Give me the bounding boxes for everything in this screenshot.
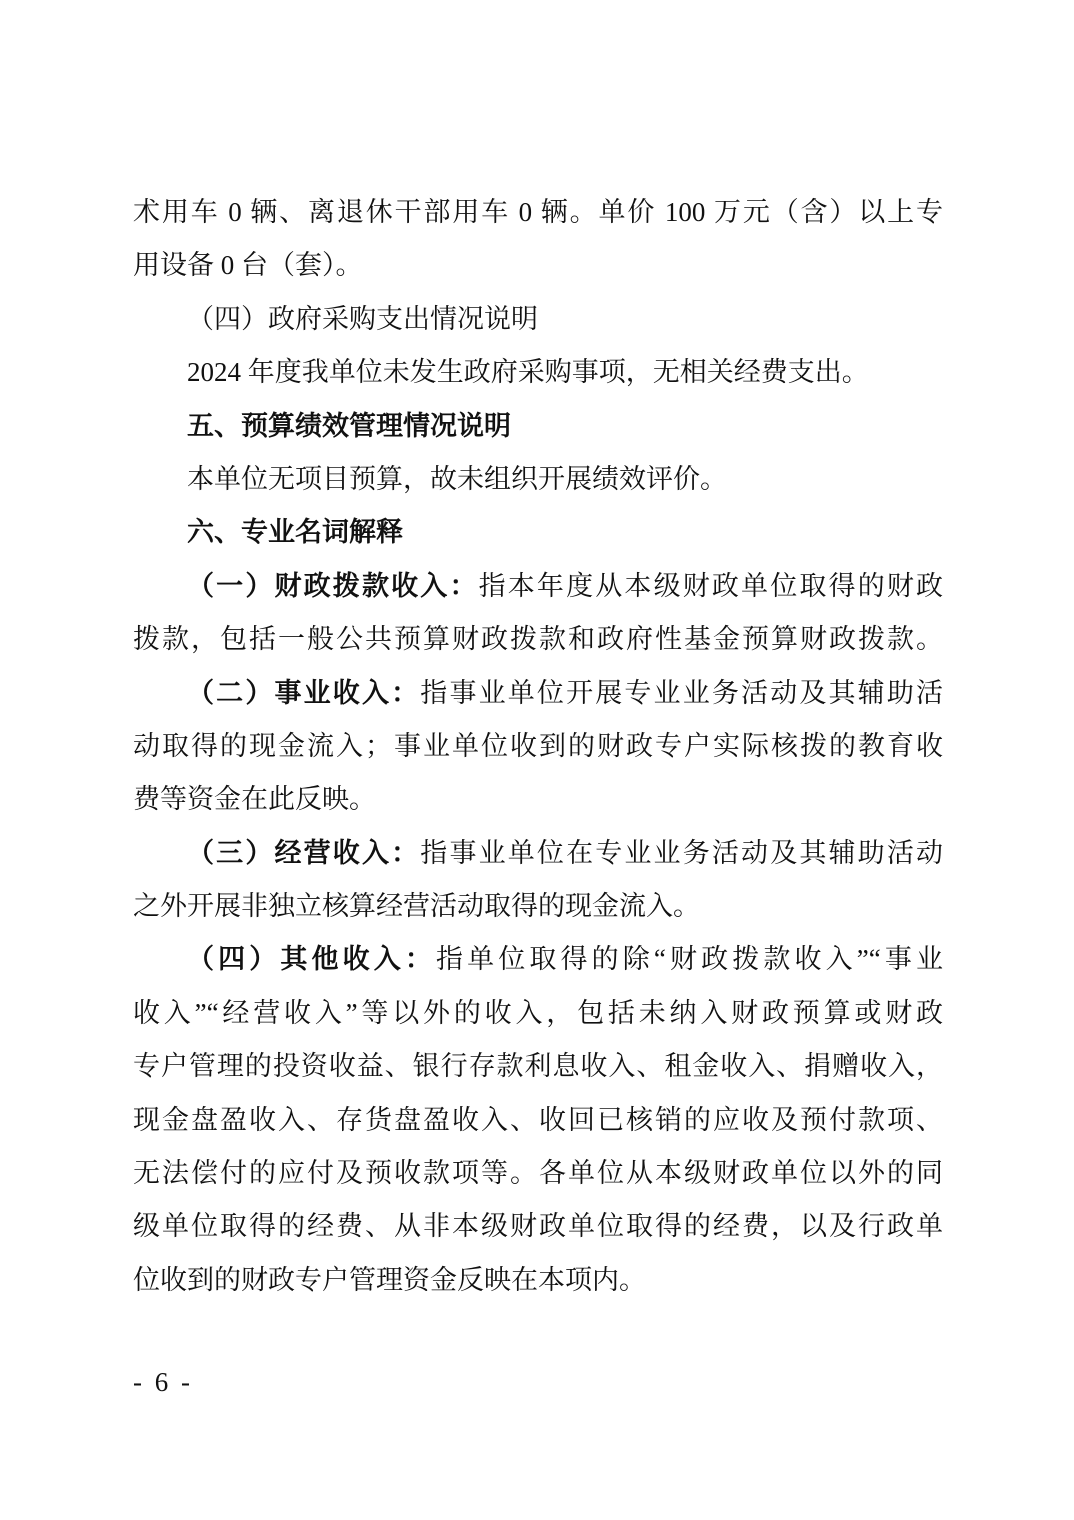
text-segment: 指事业单位在专业业务活动及其辅助活动 bbox=[420, 837, 944, 868]
text-segment: 专户管理的投资收益、银行存款利息收入、租金收入、捐赠收入， bbox=[133, 1051, 943, 1082]
text-line bbox=[133, 560, 943, 613]
text-segment: 指本年度从本级财政单位取得的财政 bbox=[478, 570, 944, 601]
text-line bbox=[133, 667, 943, 720]
text-line bbox=[133, 186, 943, 239]
text-line bbox=[133, 1254, 943, 1307]
bold-term: （四）其他收入： bbox=[187, 944, 437, 975]
text-line bbox=[133, 880, 943, 933]
page-number: - 6 - bbox=[133, 1367, 193, 1397]
text-line bbox=[133, 987, 943, 1040]
text-segment: 位收到的财政专户管理资金反映在本项内。 bbox=[133, 1264, 646, 1295]
text-line bbox=[133, 827, 943, 880]
text-line bbox=[133, 933, 943, 986]
text-segment: 指事业单位开展专业业务活动及其辅助活 bbox=[420, 677, 944, 708]
text-segment: 级单位取得的经费、从非本级财政单位取得的经费，以及行政单 bbox=[133, 1211, 943, 1242]
text-line bbox=[133, 453, 943, 506]
text-segment: （四）政府采购支出情况说明 bbox=[187, 303, 538, 334]
text-segment: 本单位无项目预算，故未组织开展绩效评价。 bbox=[187, 463, 727, 494]
text-line bbox=[133, 1200, 943, 1253]
bold-term: （三）经营收入： bbox=[187, 837, 421, 868]
text-line bbox=[133, 1040, 943, 1093]
text-segment: 术用车 0 辆、离退休干部用车 0 辆。单价 100 万元（含）以上专 bbox=[133, 197, 943, 227]
bold-term: 六、专业名词解释 bbox=[187, 517, 403, 548]
text-line bbox=[133, 720, 943, 773]
text-line bbox=[133, 346, 943, 399]
bold-term: （一）财政拨款收入： bbox=[187, 570, 479, 601]
text-segment: 费等资金在此反映。 bbox=[133, 784, 376, 815]
text-line bbox=[133, 239, 943, 292]
text-line bbox=[133, 506, 943, 559]
text-line bbox=[133, 400, 943, 453]
text-line bbox=[133, 773, 943, 826]
text-segment: 之外开展非独立核算经营活动取得的现金流入。 bbox=[133, 891, 700, 922]
document-body bbox=[133, 186, 943, 1307]
bold-term: （二）事业收入： bbox=[187, 677, 421, 708]
text-line bbox=[133, 1094, 943, 1147]
text-segment: 动取得的现金流入；事业单位收到的财政专户实际核拨的教育收 bbox=[133, 730, 943, 761]
text-line bbox=[133, 293, 943, 346]
text-segment: 2024 年度我单位未发生政府采购事项，无相关经费支出。 bbox=[187, 357, 869, 388]
text-segment: 无法偿付的应付及预收款项等。各单位从本级财政单位以外的同 bbox=[133, 1158, 943, 1189]
bold-term: 五、预算绩效管理情况说明 bbox=[187, 410, 511, 441]
text-line bbox=[133, 1147, 943, 1200]
text-segment: 收入”“经营收入”等以外的收入，包括未纳入财政预算或财政 bbox=[133, 997, 943, 1028]
text-segment: 指单位取得的除“财政拨款收入”“事业 bbox=[436, 944, 943, 975]
text-segment: 现金盘盈收入、存货盘盈收入、收回已核销的应收及预付款项、 bbox=[133, 1104, 943, 1135]
text-segment: 用设备 0 台（套）。 bbox=[133, 250, 363, 281]
text-segment: 拨款，包括一般公共预算财政拨款和政府性基金预算财政拨款。 bbox=[133, 624, 943, 655]
text-line bbox=[133, 613, 943, 666]
